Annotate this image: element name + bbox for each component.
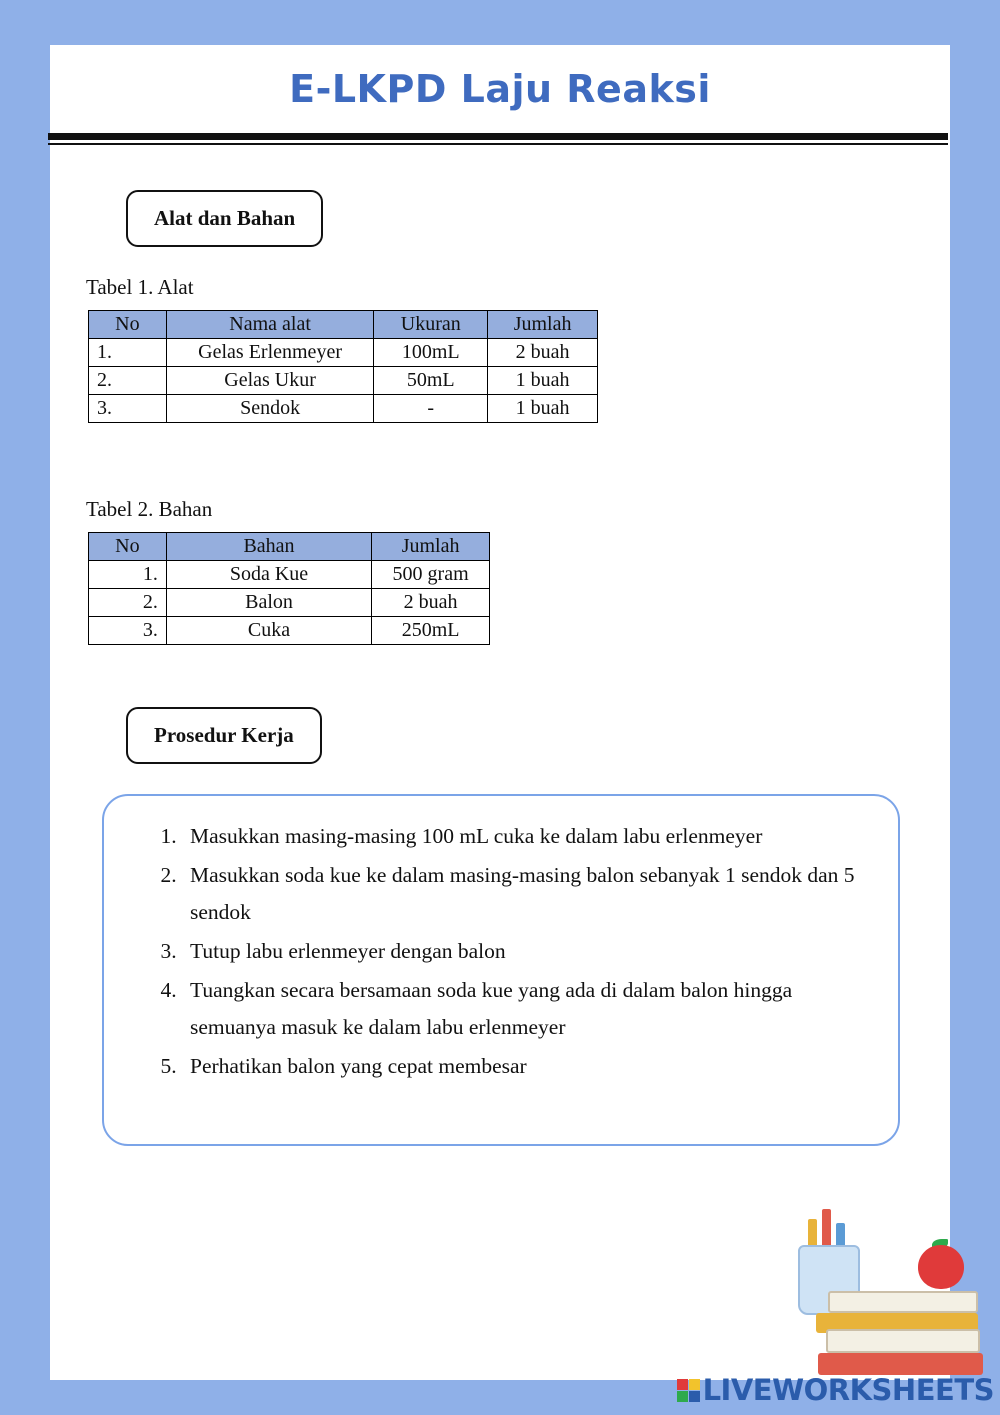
column-header-no: No bbox=[89, 533, 167, 561]
table-alat-caption: Tabel 1. Alat bbox=[86, 275, 194, 299]
table-header-row bbox=[89, 533, 490, 561]
page-content bbox=[50, 190, 950, 1146]
logo-squares-icon bbox=[677, 1379, 700, 1402]
table-spacer bbox=[86, 423, 914, 469]
column-header-jumlah: Jumlah bbox=[488, 311, 598, 339]
cell-no: 3. bbox=[89, 395, 167, 423]
tools-materials-heading-wrap bbox=[86, 190, 914, 247]
cell-no: 3. bbox=[89, 617, 167, 645]
book-icon bbox=[826, 1329, 980, 1353]
header-divider-thick bbox=[48, 133, 948, 140]
procedure-heading-wrap bbox=[86, 707, 914, 764]
column-header-no: No bbox=[89, 311, 167, 339]
cell-ukuran: - bbox=[374, 395, 488, 423]
cell-no: 1. bbox=[89, 339, 167, 367]
page-header bbox=[50, 45, 950, 145]
table-row bbox=[89, 395, 598, 423]
book-icon bbox=[828, 1291, 978, 1313]
table-header-row bbox=[89, 311, 598, 339]
section-heading-prosedur-kerja: Prosedur Kerja bbox=[126, 707, 322, 764]
table-bahan-caption: Tabel 2. Bahan bbox=[86, 497, 213, 521]
apple-icon bbox=[918, 1245, 964, 1289]
list-item: 4. Tuangkan secara bersamaan soda kue yang ada di dalam balon hingga semuanya masuk ke dalam labu erlenmeyer bbox=[182, 972, 868, 1046]
table-row bbox=[89, 561, 490, 589]
cell-jumlah: 1 buah bbox=[488, 367, 598, 395]
procedure-steps-list bbox=[134, 818, 868, 1085]
table-row bbox=[89, 339, 598, 367]
column-header-ukuran: Ukuran bbox=[374, 311, 488, 339]
logo-square-green bbox=[677, 1391, 688, 1402]
list-item: 3. Tutup labu erlenmeyer dengan balon bbox=[182, 933, 868, 970]
cell-nama-alat: Sendok bbox=[166, 395, 374, 423]
column-header-nama-alat: Nama alat bbox=[166, 311, 374, 339]
cell-jumlah: 500 gram bbox=[372, 561, 490, 589]
cell-ukuran: 100mL bbox=[374, 339, 488, 367]
book-icon bbox=[818, 1353, 983, 1375]
procedure-box bbox=[102, 794, 900, 1146]
books-illustration bbox=[798, 1211, 988, 1381]
logo-square-blue bbox=[689, 1391, 700, 1402]
cell-jumlah: 2 buah bbox=[372, 589, 490, 617]
cell-bahan: Cuka bbox=[166, 617, 371, 645]
table-row bbox=[89, 367, 598, 395]
table-row bbox=[89, 617, 490, 645]
cell-jumlah: 250mL bbox=[372, 617, 490, 645]
liveworksheets-logo[interactable] bbox=[677, 1373, 994, 1407]
worksheet-page bbox=[50, 45, 950, 1380]
cell-nama-alat: Gelas Ukur bbox=[166, 367, 374, 395]
cell-bahan: Balon bbox=[166, 589, 371, 617]
list-item: 2. Masukkan soda kue ke dalam masing-masing balon sebanyak 1 sendok dan 5 sendok bbox=[182, 857, 868, 931]
column-header-jumlah: Jumlah bbox=[372, 533, 490, 561]
cell-jumlah: 2 buah bbox=[488, 339, 598, 367]
cell-jumlah: 1 buah bbox=[488, 395, 598, 423]
table-alat bbox=[88, 310, 598, 423]
cell-no: 1. bbox=[89, 561, 167, 589]
page-title: E-LKPD Laju Reaksi bbox=[289, 67, 711, 111]
cell-bahan: Soda Kue bbox=[166, 561, 371, 589]
column-header-bahan: Bahan bbox=[166, 533, 371, 561]
list-item: 1. Masukkan masing-masing 100 mL cuka ke dalam labu erlenmeyer bbox=[182, 818, 868, 855]
cell-ukuran: 50mL bbox=[374, 367, 488, 395]
cell-no: 2. bbox=[89, 589, 167, 617]
table-bahan bbox=[88, 532, 490, 645]
brand-label: LIVEWORKSHEETS bbox=[702, 1373, 994, 1407]
logo-square-red bbox=[677, 1379, 688, 1390]
table-row bbox=[89, 589, 490, 617]
list-item: 5. Perhatikan balon yang cepat membesar bbox=[182, 1048, 868, 1085]
cell-nama-alat: Gelas Erlenmeyer bbox=[166, 339, 374, 367]
logo-square-yellow bbox=[689, 1379, 700, 1390]
footer-watermark[interactable] bbox=[677, 1373, 994, 1407]
header-divider-thin bbox=[48, 143, 948, 145]
cell-no: 2. bbox=[89, 367, 167, 395]
section-heading-alat-dan-bahan: Alat dan Bahan bbox=[126, 190, 323, 247]
